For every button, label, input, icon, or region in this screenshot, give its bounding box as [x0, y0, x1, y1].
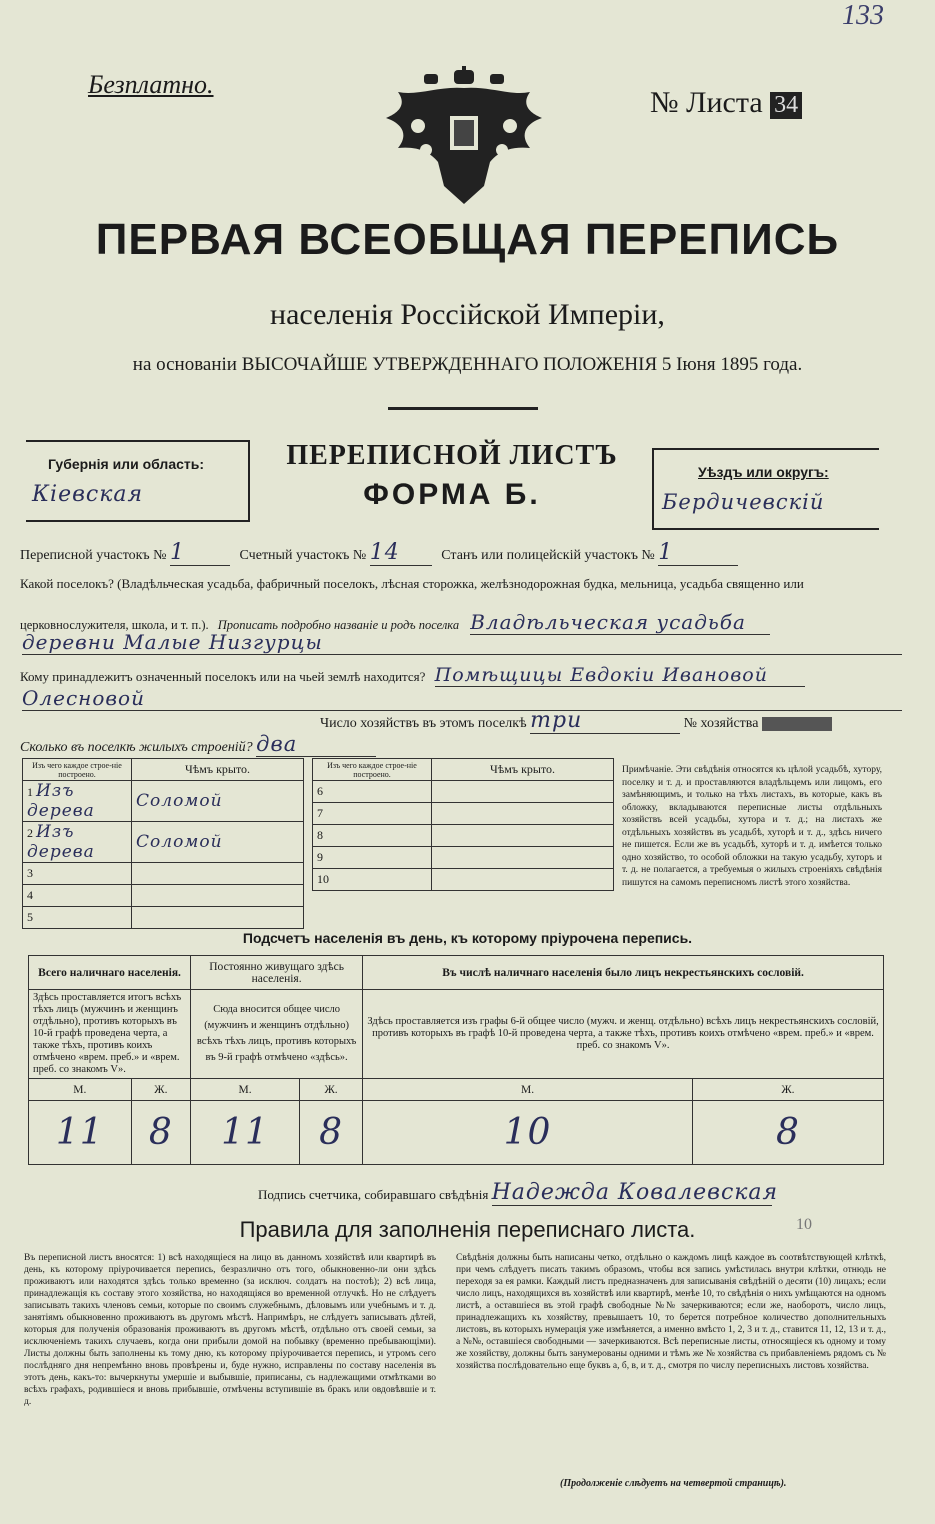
building-row	[313, 803, 614, 825]
rules-continued: (Продолженіе слѣдуетъ на четвертой страницѣ).	[560, 1478, 787, 1489]
buildings-label: Сколько въ поселкѣ жилыхъ строеній?	[20, 740, 253, 755]
gubernia-label: Губернія или область:	[48, 456, 205, 472]
owner-value-1: Помѣщицы Евдокіи Ивановой	[435, 664, 805, 687]
uezd-box	[652, 448, 879, 530]
col-roof-header: Чѣмъ крыто.	[132, 759, 304, 781]
sheet-number	[650, 86, 802, 120]
signature-label: Подпись счетчика, собиравшаго свѣдѣнія	[258, 1187, 489, 1202]
sheet-number-value: 34	[770, 92, 802, 119]
owner-row	[20, 664, 920, 687]
building-row	[23, 885, 304, 907]
census-basis: на основаніи ВЫСОЧАЙШЕ УТВЕРЖДЕННАГО ПОЛОЖЕНІЯ 5 Іюня 1895 года.	[132, 354, 803, 375]
owner-value-2: Олесновой	[22, 686, 902, 711]
form-name: ФОРМА Б.	[363, 478, 541, 511]
male-header: М.	[29, 1079, 132, 1101]
row-number: 1	[27, 785, 33, 799]
building-roof: Соломой	[132, 781, 304, 822]
col3-title: Въ числѣ наличнаго населенія было лицъ некрестьянскихъ сословій.	[363, 956, 884, 990]
buildings-row	[20, 732, 376, 757]
col3-desc: Здѣсь проставляется изъ графы 6-й общее число (мужч. и женщ. отдѣльно) всѣхъ лицъ некрестьянскихъ сословій, противъ которыхъ въ графѣ 10-й проведена черта, а также тѣхъ, противъ коихъ отмѣчено «врем. преб.» и «врем. преб. со знакомъ V».	[363, 990, 884, 1079]
signature-value: Надежда Ковалевская	[491, 1180, 779, 1205]
rules-title: Правила для заполненія переписнаго листа.	[239, 1217, 696, 1242]
districts-row	[20, 540, 738, 566]
buildings-note: Примѣчаніе. Эти свѣдѣнія относятся къ цѣлой усадьбѣ, хутору, поселку и т. д. и проставляются владѣльцемъ или лицомъ, его замѣняющимъ, и только на тѣхъ листахъ, въ которые, какъ въ обложку, вкладываются переписные листы отдѣльныхъ хозяйствъ всей усадьбы, хутора и т. д.; на листахъ же отдѣльныхъ хозяйствъ въ усадьбѣ, хуторѣ и т. д., здѣсь ничего не пишется. Если же въ усадьбѣ, хуторѣ и т. д. имѣется только одно хозяйство, то особой обложки на такую усадьбу, хуторъ и т. д. не полагается, а требуемыя о жилыхъ строеніяхъ свѣдѣнія пишутся на самомъ переписномъ листѣ этого хозяйства.	[622, 765, 882, 888]
col-roof-header: Чѣмъ крыто.	[432, 759, 614, 781]
households-value: три	[530, 708, 680, 734]
resident-male: 11	[191, 1101, 300, 1165]
population-table	[28, 955, 884, 1165]
rules-right-column: Свѣдѣнія должны быть написаны четко, отдѣльно о каждомъ лицѣ каждое въ соотвѣтствующей клѣткѣ, при чемъ слѣдуетъ писать такимъ образомъ, чтобы вся запись умѣстилась внутри клѣтки, отнюдь не переходя за ея рамки. Каждый листъ предназначенъ для записыванія свѣдѣній о десяти (10) лицахъ; если число лицъ, находящихся въ хозяйствѣ или квартирѣ, менѣе 10, то свѣдѣнія о нихъ умѣщаются на одномъ листѣ, а оставшіеся въ этой графѣ свободные №№ зачеркиваются; если же, наоборотъ, число лицъ, принадлежащихъ къ хозяйству, превышаетъ 10, то берется потребное количество дополнительныхъ листовъ, въ которыхъ нумерація уже измѣняется, а именно вмѣсто 1, 2, 3 и т. д., ставится 11, 12, 13 и т. д., а №№, оставшіеся свободными — зачеркиваются. Всѣ переписные листы, относящіеся къ одному и тому же хозяйству, должны быть занумерованы одними и тѣмъ же № хозяйства съ прибавленіемъ рядомъ съ № хозяйства послѣдовательно еще буквъ а, б, в, и т. д., смотря по числу переписныхъ листовъ хозяйства.	[456, 1253, 886, 1371]
building-row	[23, 781, 304, 822]
building-material: Изъ дерева	[27, 822, 95, 862]
households-label: Число хозяйствъ въ этомъ поселкѣ	[320, 716, 527, 731]
row-number: 4	[23, 885, 132, 907]
non-peasant-female: 8	[692, 1101, 883, 1165]
sheet-title: ПЕРЕПИСНОЙ ЛИСТЪ	[286, 440, 618, 471]
total-female: 8	[131, 1101, 190, 1165]
count-district-label: Счетный участокъ №	[239, 548, 367, 563]
census-title: ПЕРВАЯ ВСЕОБЩАЯ ПЕРЕПИСЬ	[95, 215, 840, 264]
row-number: 3	[23, 863, 132, 885]
settlement-value-2: деревни Малые Низгурцы	[22, 630, 902, 655]
building-row	[23, 822, 304, 863]
row-number: 8	[313, 825, 432, 847]
census-district-label: Переписной участокъ №	[20, 548, 167, 563]
col-material-header: Изъ чего каждое строе-ніе построено.	[313, 759, 432, 781]
non-peasant-male: 10	[363, 1101, 693, 1165]
owner-question: Кому принадлежитъ означенный поселокъ или на чьей землѣ находится?	[20, 669, 426, 684]
census-district-value: 1	[170, 540, 230, 566]
row-number: 9	[313, 847, 432, 869]
free-label: Безплатно.	[88, 70, 214, 99]
building-row	[313, 847, 614, 869]
buildings-value: два	[256, 732, 376, 757]
resident-female: 8	[300, 1101, 363, 1165]
household-no-redacted	[762, 717, 832, 731]
col2-desc: Сюда вносится общее число (мужчинъ и женщинъ отдѣльно) всѣхъ тѣхъ лицъ, противъ которыхъ въ 9-й графѣ отмѣчено «здѣсь».	[191, 990, 363, 1079]
total-male: 11	[29, 1101, 132, 1165]
row-number: 5	[23, 907, 132, 929]
building-row	[313, 825, 614, 847]
female-header: Ж.	[692, 1079, 883, 1101]
archive-number: 133	[842, 0, 884, 31]
imperial-eagle-emblem	[378, 66, 550, 206]
signature-row	[258, 1180, 779, 1206]
male-header: М.	[191, 1079, 300, 1101]
row-number: 6	[313, 781, 432, 803]
col1-desc: Здѣсь проставляется итогъ всѣхъ тѣхъ лицъ (мужчинъ и женщинъ отдѣльно), противъ которыхъ въ 10-й графѣ проведена черта, а также тѣхъ, противъ коихъ отмѣчено «врем. преб.» и «врем. преб. со знакомъ V».	[29, 990, 191, 1079]
gubernia-value: Кіевская	[32, 482, 144, 507]
count-district-value: 14	[370, 540, 432, 566]
population-heading: Подсчетъ населенія въ день, къ которому пріурочена перепись.	[242, 930, 693, 946]
settlement-question: Какой поселокъ? (Владѣльческая усадьба, фабричный поселокъ, лѣсная сторожка, желѣзнодорожная будка, мельница, усадьба священно или	[20, 576, 804, 591]
household-no-label: № хозяйства	[683, 716, 759, 731]
sheet-number-label: № Листа	[650, 86, 763, 119]
uezd-value: Бердичевскій	[662, 490, 825, 514]
rules-left-column: Въ переписной листъ вносятся: 1) всѣ находящіеся на лицо въ данномъ хозяйствѣ или квартирѣ въ день, къ которому пріурочивается перепись, безразлично отъ того, обыкновенно-ли они здѣсь проживаютъ или находятся здѣсь только временно (за исключ. солдатъ на постоѣ); 2) всѣ лица, принадлежащія къ составу этого хозяйства, но находящіяся во временной отлучкѣ. Но не слѣдуетъ записывать такихъ членовъ семьи, которые по своимъ служебнымъ, дѣловымъ или учебнымъ и т. д. занятіямъ обыкновенно проживаютъ въ другомъ мѣстѣ. Напримѣръ, не слѣдуетъ записывать дѣтей, которыя для полученія образованія проживаютъ въ другомъ мѣстѣ, отдѣльно отъ своей семьи, за исключеніемъ такихъ случаевъ, когда они прибыли домой на побывку (временно пребывающіми). Листы должны быть заполнены къ тому дню, къ которому пріурочивается перепись, и утромъ сего послѣдняго дня непремѣнно вновь провѣрены и, буде нужно, исправлены по составу населенія въ этотъ день, какъ-то: вычеркнуты умершіе и выбывшіе, приписаны, съ надлежащими отмѣтками во всѣхъ графахъ, родившіеся и вновь прибывшіе, отмѣчены вступившіе въ бракъ или овдовѣвшіе и т. д.	[24, 1253, 436, 1407]
settlement-question-2: церковнослужителя, школа, и т. п.).	[20, 618, 209, 632]
buildings-table-left	[22, 758, 304, 929]
col2-title: Постоянно живущаго здѣсь населенія.	[191, 956, 363, 990]
male-header: М.	[363, 1079, 693, 1101]
building-roof: Соломой	[132, 822, 304, 863]
building-row	[313, 781, 614, 803]
building-row	[23, 907, 304, 929]
stan-value: 1	[658, 540, 738, 566]
census-subtitle: населенія Россійской Имперіи,	[270, 298, 665, 331]
building-row	[23, 863, 304, 885]
stan-label: Станъ или полицейскій участокъ №	[441, 548, 655, 563]
gubernia-box	[26, 440, 250, 522]
row-number: 10	[313, 869, 432, 891]
col1-title: Всего наличнаго населенія.	[29, 956, 191, 990]
building-material: Изъ дерева	[27, 781, 95, 821]
building-row	[313, 869, 614, 891]
households-row	[320, 708, 920, 734]
buildings-table-right	[312, 758, 614, 891]
page-mark: 10	[796, 1216, 812, 1233]
col-material-header: Изъ чего каждое строе-ніе построено.	[23, 759, 132, 781]
divider	[388, 407, 538, 410]
row-number: 7	[313, 803, 432, 825]
settlement-hint: Прописать подробно названіе и родъ поселка	[217, 618, 460, 632]
settlement-value-1: Владѣльческая усадьба	[470, 610, 770, 635]
uezd-label: Уѣздъ или округъ:	[698, 464, 829, 480]
female-header: Ж.	[131, 1079, 190, 1101]
row-number: 2	[27, 826, 33, 840]
female-header: Ж.	[300, 1079, 363, 1101]
